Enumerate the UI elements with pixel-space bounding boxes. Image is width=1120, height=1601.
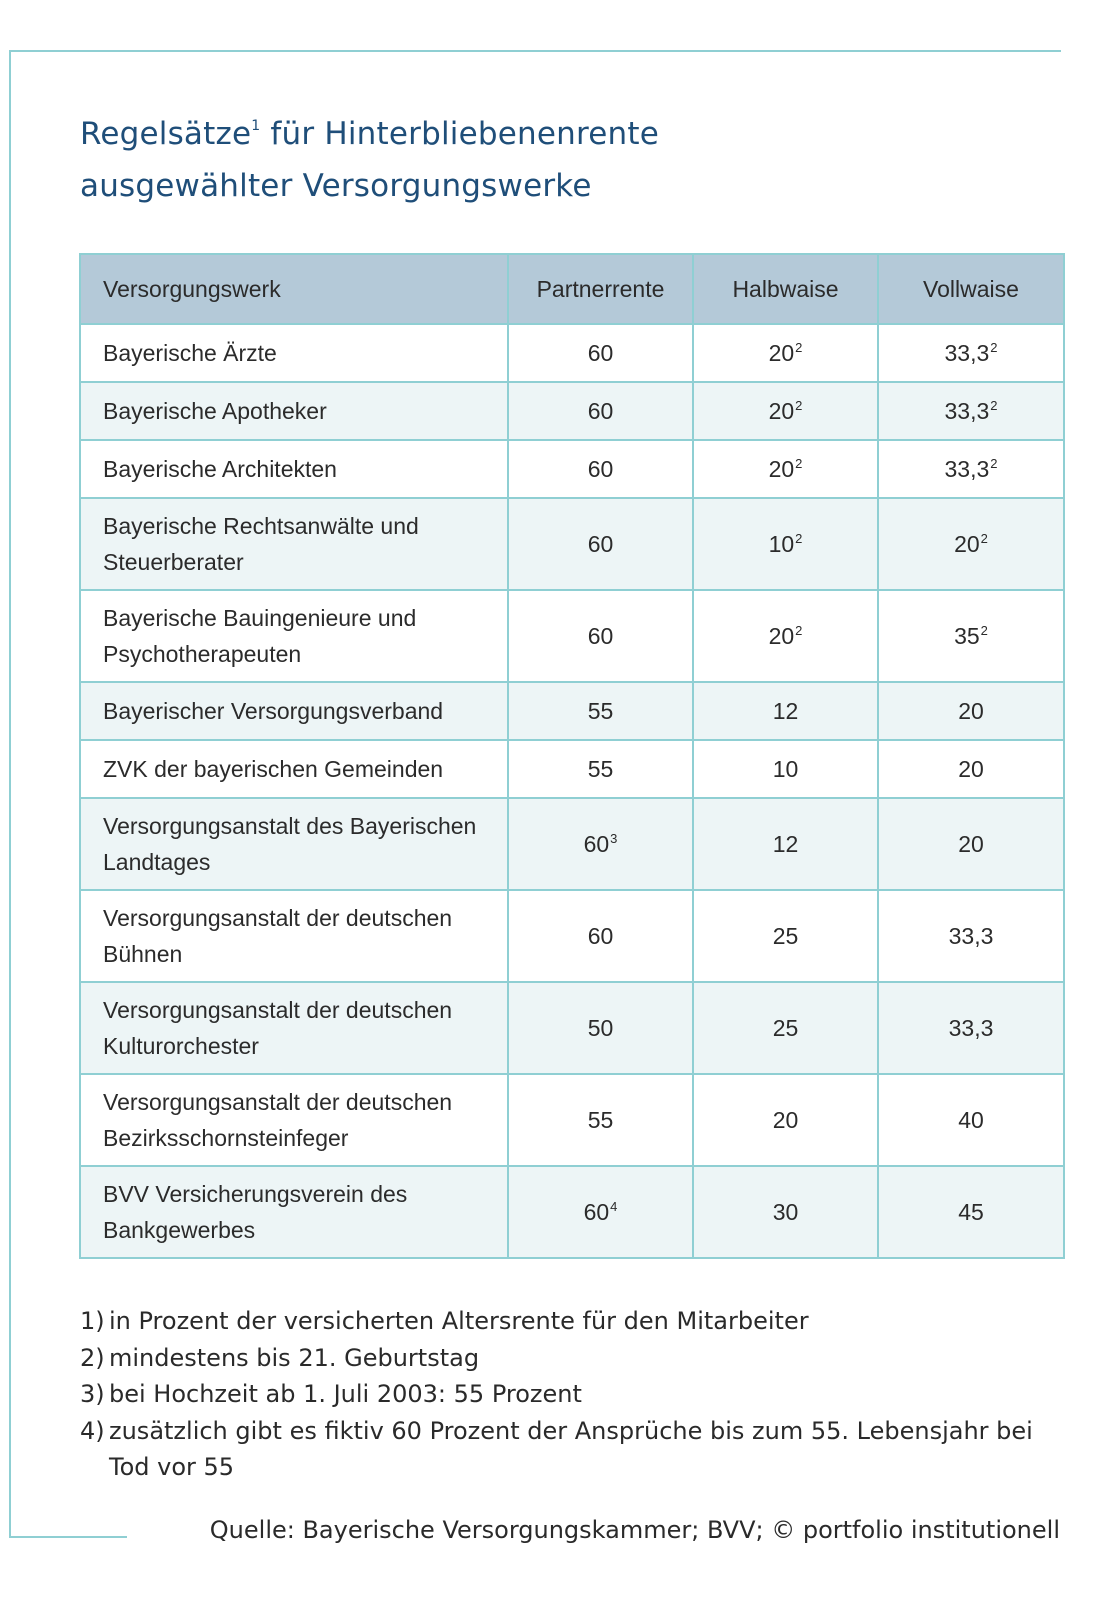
cell-versorgungswerk: [80, 740, 508, 798]
cell-halbwaise: [693, 498, 878, 590]
cell-vollwaise-footnote: 2: [990, 456, 998, 471]
cell-vollwaise: [878, 890, 1064, 982]
cell-vollwaise-footnote: 2: [980, 531, 988, 546]
footnote-4: [80, 1413, 1040, 1486]
cell-halbwaise: [693, 590, 878, 682]
cell-halbwaise: [693, 798, 878, 890]
cell-vollwaise-value: 20: [954, 531, 980, 557]
cell-vollwaise-value: 33,3: [948, 923, 994, 949]
table-header-row: [80, 254, 1064, 324]
cell-name-line: Versorgungsanstalt der deutschen: [103, 997, 453, 1023]
cell-versorgungswerk: [80, 682, 508, 740]
cell-vollwaise: [878, 798, 1064, 890]
cell-partnerrente: [508, 1074, 693, 1166]
cell-vollwaise: [878, 740, 1064, 798]
frame-bottom-line: [9, 1536, 127, 1538]
cell-name-line: Steuerberater: [103, 549, 244, 575]
cell-partnerrente-value: 60: [587, 398, 614, 424]
source-credit: Quelle: Bayerische Versorgungskammer; BVV; © portfolio institutionell: [209, 1516, 1060, 1544]
rates-table: [79, 253, 1065, 1259]
cell-vollwaise-value: 20: [958, 698, 984, 724]
cell-halbwaise-value: 10: [772, 756, 799, 782]
cell-name-text: Bayerische Ärzte: [103, 340, 277, 366]
cell-name-line: Psychotherapeuten: [103, 641, 302, 667]
title-text-b: für Hinterbliebenenrente: [260, 116, 660, 152]
cell-vollwaise: [878, 498, 1064, 590]
title-footnote-marker: 1: [251, 118, 261, 134]
table-row: [80, 682, 1064, 740]
cell-halbwaise-value: 30: [772, 1199, 799, 1225]
cell-vollwaise: [878, 440, 1064, 498]
cell-vollwaise-footnote: 2: [990, 398, 998, 413]
cell-partnerrente-value: 60: [583, 1199, 610, 1225]
cell-versorgungswerk: [80, 382, 508, 440]
cell-halbwaise-footnote: 2: [795, 340, 803, 355]
cell-partnerrente: [508, 682, 693, 740]
cell-vollwaise: [878, 324, 1064, 382]
table-row: [80, 440, 1064, 498]
cell-halbwaise: [693, 890, 878, 982]
frame-left-line: [9, 50, 11, 1538]
header-halbwaise: Halbwaise: [693, 254, 878, 324]
cell-name-text: ZVK der bayerischen Gemeinden: [103, 756, 444, 782]
cell-vollwaise-value: 20: [958, 831, 984, 857]
title-line-1: [80, 108, 1040, 160]
cell-name-text: Bayerische Architekten: [103, 456, 337, 482]
cell-name-line: Kulturorchester: [103, 1033, 259, 1059]
table-row: [80, 324, 1064, 382]
cell-vollwaise-value: 33,3: [944, 456, 990, 482]
cell-vollwaise-value: 35: [954, 623, 980, 649]
cell-halbwaise: [693, 740, 878, 798]
cell-vollwaise: [878, 982, 1064, 1074]
table-row: [80, 1074, 1064, 1166]
cell-partnerrente-value: 60: [587, 531, 614, 557]
footnote-number: 4): [80, 1416, 105, 1445]
cell-partnerrente-value: 55: [587, 1107, 614, 1133]
header-partnerrente: Partnerrente: [508, 254, 693, 324]
cell-partnerrente: [508, 382, 693, 440]
cell-halbwaise-value: 20: [772, 1107, 799, 1133]
cell-partnerrente: [508, 890, 693, 982]
cell-name-line: Bühnen: [103, 941, 183, 967]
cell-versorgungswerk: [80, 324, 508, 382]
cell-name-text: Bayerischer Versorgungsverband: [103, 698, 444, 724]
footnote-text: bei Hochzeit ab 1. Juli 2003: 55 Prozent: [109, 1380, 582, 1408]
title-line-2: ausgewählter Versorgungswerke: [80, 168, 592, 204]
cell-partnerrente-value: 60: [587, 456, 614, 482]
cell-halbwaise-value: 20: [768, 623, 795, 649]
cell-name-line: Bayerische Bauingenieure und: [103, 605, 417, 631]
cell-halbwaise-value: 25: [772, 1015, 799, 1041]
cell-vollwaise: [878, 590, 1064, 682]
cell-halbwaise-footnote: 2: [795, 531, 803, 546]
cell-name-line: Bayerische Rechtsanwälte und: [103, 513, 419, 539]
cell-partnerrente-footnote: 4: [610, 1199, 618, 1214]
cell-vollwaise-value: 40: [958, 1107, 984, 1133]
cell-name-line: Bezirksschornsteinfeger: [103, 1125, 349, 1151]
cell-versorgungswerk: [80, 890, 508, 982]
cell-halbwaise-footnote: 2: [795, 623, 803, 638]
footnote-number: 1): [80, 1307, 105, 1335]
cell-halbwaise-value: 20: [768, 398, 795, 424]
cell-halbwaise-footnote: 2: [795, 456, 803, 471]
cell-versorgungswerk: [80, 440, 508, 498]
table-body: [80, 324, 1064, 1258]
cell-vollwaise-value: 45: [958, 1199, 984, 1225]
table-row: [80, 798, 1064, 890]
cell-vollwaise-value: 33,3: [944, 398, 990, 424]
cell-halbwaise-value: 25: [772, 923, 799, 949]
cell-vollwaise-value: 20: [958, 756, 984, 782]
table-row: [80, 740, 1064, 798]
footnote-3: [80, 1376, 1040, 1413]
cell-name-line: Versorgungsanstalt des Bayerischen: [103, 813, 477, 839]
cell-halbwaise: [693, 682, 878, 740]
frame-top-line: [9, 50, 1061, 52]
cell-partnerrente-value: 60: [583, 831, 610, 857]
cell-vollwaise-value: 33,3: [948, 1015, 994, 1041]
cell-partnerrente-value: 50: [587, 1015, 614, 1041]
cell-vollwaise: [878, 382, 1064, 440]
table-row: [80, 590, 1064, 682]
cell-partnerrente: [508, 590, 693, 682]
cell-partnerrente-value: 55: [587, 756, 614, 782]
cell-partnerrente: [508, 982, 693, 1074]
cell-versorgungswerk: [80, 590, 508, 682]
table-row: [80, 498, 1064, 590]
cell-vollwaise-footnote: 2: [980, 623, 988, 638]
table-row: [80, 982, 1064, 1074]
cell-name-line: BVV Versicherungsverein des: [103, 1181, 408, 1207]
cell-versorgungswerk: [80, 1074, 508, 1166]
cell-versorgungswerk: [80, 798, 508, 890]
cell-partnerrente-value: 60: [587, 923, 614, 949]
footnote-text: in Prozent der versicherten Altersrente für den Mitarbeiter: [109, 1307, 809, 1335]
cell-halbwaise-value: 10: [768, 531, 795, 557]
cell-partnerrente-value: 60: [587, 623, 614, 649]
cell-vollwaise: [878, 1166, 1064, 1258]
cell-partnerrente: [508, 440, 693, 498]
cell-name-line: Versorgungsanstalt der deutschen: [103, 1089, 453, 1115]
cell-halbwaise-value: 12: [772, 831, 799, 857]
cell-partnerrente: [508, 498, 693, 590]
cell-halbwaise-value: 20: [768, 340, 795, 366]
footnote-number: 2): [80, 1343, 105, 1372]
cell-halbwaise-footnote: 2: [795, 398, 803, 413]
cell-versorgungswerk: [80, 1166, 508, 1258]
cell-halbwaise: [693, 440, 878, 498]
cell-vollwaise: [878, 682, 1064, 740]
cell-partnerrente: [508, 1166, 693, 1258]
cell-halbwaise-value: 12: [772, 698, 799, 724]
cell-partnerrente-value: 60: [587, 340, 614, 366]
header-vollwaise: Vollwaise: [878, 254, 1064, 324]
table-row: [80, 382, 1064, 440]
cell-halbwaise: [693, 982, 878, 1074]
header-versorgungswerk: Versorgungswerk: [80, 254, 508, 324]
cell-vollwaise: [878, 1074, 1064, 1166]
cell-halbwaise-value: 20: [768, 456, 795, 482]
footnotes: [80, 1303, 1040, 1486]
cell-name-text: Bayerische Apotheker: [103, 398, 327, 424]
footnote-text: zusätzlich gibt es fiktiv 60 Prozent der Ansprüche bis zum 55. Lebensjahr bei Tod vor 55: [109, 1416, 1033, 1481]
table-row: [80, 890, 1064, 982]
cell-vollwaise-value: 33,3: [944, 340, 990, 366]
title-text-a: Regelsätze: [80, 116, 252, 152]
page-title: [80, 108, 1040, 212]
cell-halbwaise: [693, 1074, 878, 1166]
cell-halbwaise: [693, 382, 878, 440]
cell-name-line: Landtages: [103, 849, 211, 875]
cell-partnerrente-value: 55: [587, 698, 614, 724]
cell-halbwaise: [693, 324, 878, 382]
cell-versorgungswerk: [80, 498, 508, 590]
footnote-2: [80, 1340, 1040, 1377]
cell-name-line: Bankgewerbes: [103, 1217, 256, 1243]
cell-partnerrente: [508, 324, 693, 382]
cell-partnerrente: [508, 798, 693, 890]
cell-halbwaise: [693, 1166, 878, 1258]
table-row: [80, 1166, 1064, 1258]
footnote-text: mindestens bis 21. Geburtstag: [109, 1343, 480, 1372]
cell-partnerrente-footnote: 3: [610, 831, 618, 846]
footnote-1: [80, 1303, 1040, 1340]
cell-name-line: Versorgungsanstalt der deutschen: [103, 905, 453, 931]
cell-partnerrente: [508, 740, 693, 798]
cell-vollwaise-footnote: 2: [990, 340, 998, 355]
cell-versorgungswerk: [80, 982, 508, 1074]
footnote-number: 3): [80, 1380, 105, 1408]
